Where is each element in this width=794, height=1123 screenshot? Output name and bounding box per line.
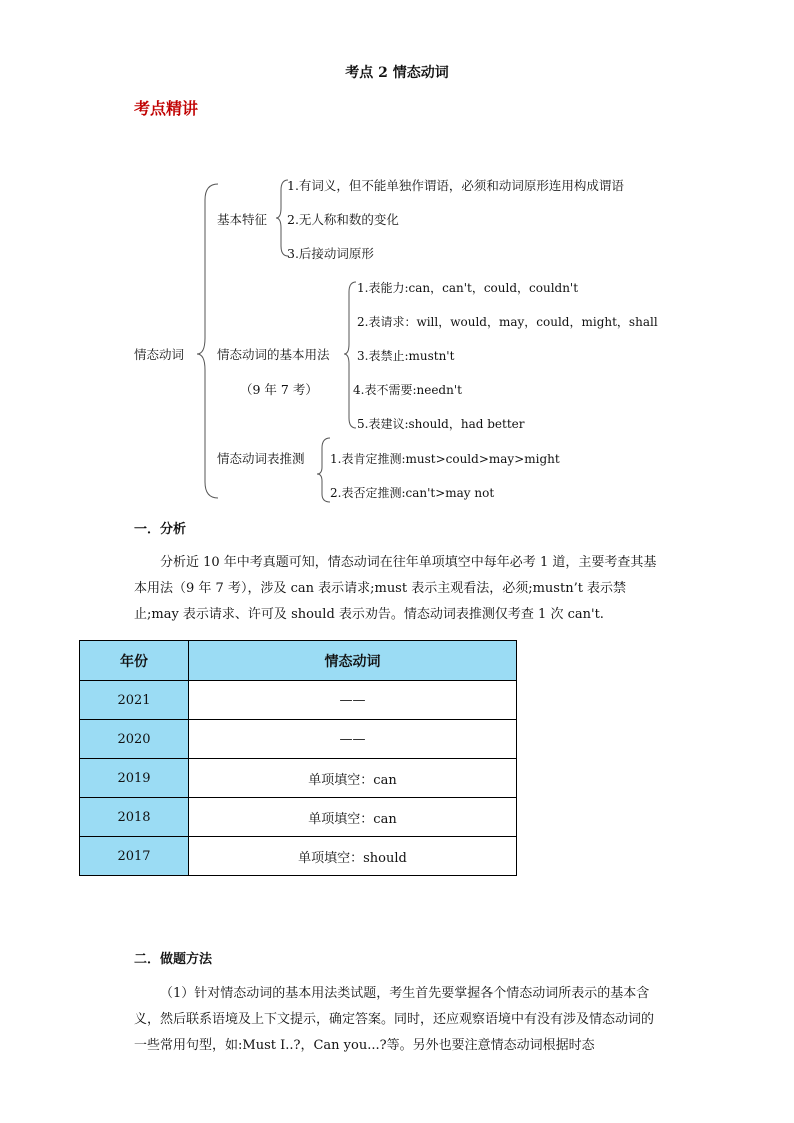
- branch1-item: 3.后接动词原形: [287, 246, 374, 261]
- year-cell: 2018: [80, 798, 189, 837]
- method-heading: 二．做题方法: [134, 952, 213, 967]
- header-modal-verb: 情态动词: [189, 641, 517, 681]
- branch3-item: 1.表肯定推测:must>could>may>might: [330, 452, 560, 466]
- mind-map-braces: [0, 0, 794, 520]
- table-row: [80, 837, 517, 876]
- year-cell: 2021: [80, 681, 189, 720]
- table-row: [80, 681, 517, 720]
- branch2-item: 3.表禁止:mustn't: [357, 349, 455, 363]
- analysis-heading: 一．分析: [134, 522, 187, 537]
- branch1-item: 2.无人称和数的变化: [287, 212, 399, 227]
- year-cell: 2017: [80, 837, 189, 876]
- root-brace: [197, 184, 218, 498]
- tree-root: 情态动词: [134, 347, 185, 362]
- branch2-item: 2.表请求：will，would，may，could，might，shall: [357, 315, 658, 329]
- page-title: 考点 2 情态动词: [345, 65, 449, 81]
- section-heading: 考点精讲: [134, 99, 199, 118]
- table-row: [80, 759, 517, 798]
- branch2-brace: [344, 282, 356, 428]
- year-cell: 2020: [80, 720, 189, 759]
- branch1-item: 1.有词义，但不能单独作谓语，必须和动词原形连用构成谓语: [287, 178, 624, 193]
- value-cell: 单项填空：can: [189, 798, 517, 837]
- value-cell: 单项填空：should: [189, 837, 517, 876]
- year-cell: 2019: [80, 759, 189, 798]
- method-paragraph: （1）针对情态动词的基本用法类试题，考生首先要掌握各个情态动词所表示的基本含义，然后联系语境及上下文提示，确定答案。同时，还应观察语境中有没有涉及情态动词的一些常用句型，如:Must I..?，Can you...?等。另外也要注意情态动词根据时态: [134, 986, 655, 1053]
- branch2-item: 5.表建议:should，had better: [357, 417, 525, 431]
- table-row: [80, 720, 517, 759]
- branch3-brace: [317, 438, 330, 502]
- value-cell: 单项填空：can: [189, 759, 517, 798]
- branch3-label: 情态动词表推测: [217, 451, 305, 466]
- branch1-label: 基本特征: [217, 212, 268, 227]
- analysis-paragraph: 分析近 10 年中考真题可知，情态动词在往年单项填空中每年必考 1 道，主要考查其基本用法（9 年 7 考），涉及 can 表示请求;must 表示主观看法，必须;mustn’t 表示禁止;may 表示请求、许可及 should 表示劝告。情态动词表推测仅考查 1 次 can't.: [134, 555, 657, 622]
- value-cell: ——: [189, 681, 517, 720]
- branch2-label: 情态动词的基本用法: [217, 347, 330, 362]
- table-row: [80, 798, 517, 837]
- branch2-item: 4.表不需要:needn't: [353, 383, 462, 397]
- branch2-note: （9 年 7 考）: [240, 382, 318, 397]
- exam-table: [79, 640, 517, 876]
- header-year: 年份: [80, 641, 189, 681]
- branch3-item: 2.表否定推测:can't>may not: [330, 486, 495, 500]
- branch2-item: 1.表能力:can，can't，could，couldn't: [357, 281, 579, 295]
- table-header-row: [80, 641, 517, 681]
- value-cell: ——: [189, 720, 517, 759]
